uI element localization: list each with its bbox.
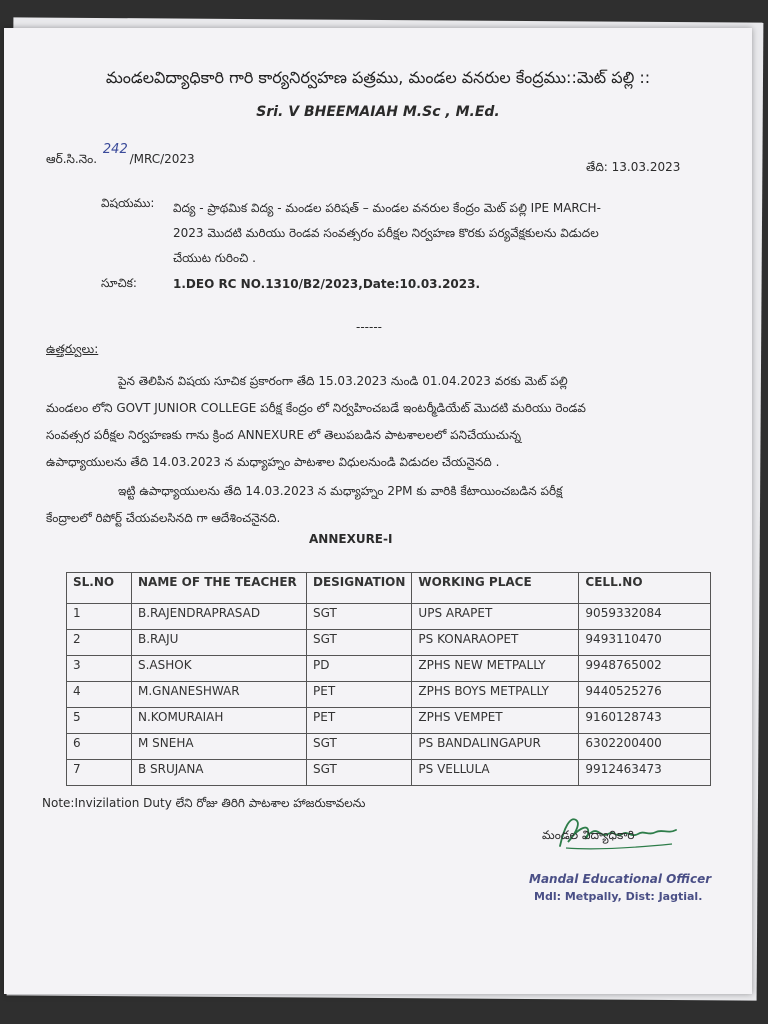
subject-text — [173, 196, 601, 271]
table-cell: 4 — [67, 682, 132, 708]
column-header: SL.NO — [67, 573, 132, 604]
subject-line: విద్య - ప్రాథమిక విద్య - మండల పరిషత్ – మండల వనరుల కేంద్రం మెట్ పల్లి IPE MARCH- — [173, 201, 601, 215]
table-cell: 9059332084 — [579, 604, 711, 630]
paragraph-line: ఇట్టి ఉపాధ్యాయులను తేది 14.03.2023 న మధ్యాహ్నం 2PM కు వారికి కేటాయించబడిన పరీక్ష — [118, 484, 563, 498]
table-cell: 1 — [67, 604, 132, 630]
ref-text: 1.DEO RC NO.1310/B2/2023,Date:10.03.2023. — [173, 277, 481, 291]
annexure-table — [66, 572, 711, 786]
table-row — [67, 656, 711, 682]
table-cell: B SRUJANA — [132, 760, 307, 786]
orders-heading: ఉత్తర్వులు: — [46, 342, 99, 356]
table-row — [67, 760, 711, 786]
column-header: DESIGNATION — [307, 573, 412, 604]
orders-paragraph-1 — [46, 368, 586, 476]
reference-suffix: /MRC/2023 — [129, 152, 195, 166]
handwritten-number: 242 — [102, 142, 128, 157]
column-header: CELL.NO — [579, 573, 711, 604]
signatory-title: మండల విద్యాధికారి — [542, 828, 635, 842]
table-cell: ZPHS NEW METPALLY — [412, 656, 579, 682]
table-row — [67, 734, 711, 760]
table-cell: N.KOMURAIAH — [132, 708, 307, 734]
reference-number — [46, 142, 195, 169]
subject-label: విషయము: — [101, 196, 155, 210]
table-header-row — [67, 573, 711, 604]
office-header: మండలవిద్యాధికారి గారి కార్యనిర్వహణ పత్రము, మండల వనరుల కేంద్రము::మెట్ పల్లి :: — [105, 68, 651, 87]
table-cell: 6 — [67, 734, 132, 760]
table-cell: SGT — [307, 734, 412, 760]
table-cell: 3 — [67, 656, 132, 682]
table-cell: 6302200400 — [579, 734, 711, 760]
table-cell: 7 — [67, 760, 132, 786]
separator: ------ — [356, 320, 382, 334]
table-cell: 9160128743 — [579, 708, 711, 734]
table-cell: 5 — [67, 708, 132, 734]
table-cell: 2 — [67, 630, 132, 656]
officer-name: Sri. V BHEEMAIAH M.Sc , M.Ed. — [256, 104, 500, 120]
subject-line: 2023 మొదటి మరియు రెండవ సంవత్సరం పరీక్షల నిర్వహణ కొరకు పర్యవేక్షకులను విడుదల — [173, 226, 599, 240]
paragraph-line: మండలం లోని GOVT JUNIOR COLLEGE పరీక్ష కేంద్రం లో నిర్వహించబడే ఇంటర్మీడియేట్ మొదటి మరియు రెండవ — [46, 401, 586, 415]
table-cell: SGT — [307, 604, 412, 630]
column-header: NAME OF THE TEACHER — [132, 573, 307, 604]
reference-prefix: ఆర్.సి.నెం. — [46, 152, 98, 166]
table-cell: SGT — [307, 630, 412, 656]
table-cell: UPS ARAPET — [412, 604, 579, 630]
table-cell: PET — [307, 682, 412, 708]
office-stamp-line1: Mandal Educational Officer — [529, 872, 712, 886]
subject-line: చేయుట గురించి . — [173, 251, 256, 265]
paragraph-line: సంవత్సర పరీక్షల నిర్వహణకు గాను క్రింద ANNEXURE లో తెలుపబడిన పాటశాలలలో పనిచేయుచున్న — [46, 428, 522, 442]
paragraph-line: పైన తెలిపిన విషయ సూచిక ప్రకారంగా తేది 15.03.2023 నుండి 01.04.2023 వరకు మెట్ పల్లి — [118, 374, 568, 388]
paragraph-line: కేంద్రాలలో రిపోర్ట్ చేయవలసినది గా ఆదేశించనైనది. — [46, 511, 281, 525]
table-cell: 9912463473 — [579, 760, 711, 786]
table-cell: PD — [307, 656, 412, 682]
document-page — [4, 28, 752, 994]
table-cell: ZPHS VEMPET — [412, 708, 579, 734]
table-cell: M SNEHA — [132, 734, 307, 760]
table-cell: PET — [307, 708, 412, 734]
table-row — [67, 630, 711, 656]
table-row — [67, 682, 711, 708]
annexure-title: ANNEXURE-I — [309, 532, 393, 546]
table-cell: 9493110470 — [579, 630, 711, 656]
table-cell: SGT — [307, 760, 412, 786]
office-stamp-line2: Mdl: Metpally, Dist: Jagtial. — [534, 890, 703, 903]
note-text: Note:Invizilation Duty లేని రోజు తిరిగి పాటశాల హాజరుకావలను — [42, 796, 366, 810]
ref-label: సూచిక: — [101, 276, 137, 290]
letter-date: తేది: 13.03.2023 — [586, 160, 681, 174]
column-header: WORKING PLACE — [412, 573, 579, 604]
table-cell: M.GNANESHWAR — [132, 682, 307, 708]
paragraph-line: ఉపాధ్యాయులను తేది 14.03.2023 న మధ్యాహ్నం పాటశాల విధులనుండి విడుదల చేయనైనది . — [46, 455, 500, 469]
table-cell: 9440525276 — [579, 682, 711, 708]
table-cell: S.ASHOK — [132, 656, 307, 682]
table-cell: B.RAJU — [132, 630, 307, 656]
table-cell: ZPHS BOYS METPALLY — [412, 682, 579, 708]
orders-paragraph-2 — [46, 478, 562, 532]
table-cell: 9948765002 — [579, 656, 711, 682]
table-cell: PS VELLULA — [412, 760, 579, 786]
table-cell: PS KONARAOPET — [412, 630, 579, 656]
table-row — [67, 604, 711, 630]
table-cell: PS BANDALINGAPUR — [412, 734, 579, 760]
table-row — [67, 708, 711, 734]
table-cell: B.RAJENDRAPRASAD — [132, 604, 307, 630]
